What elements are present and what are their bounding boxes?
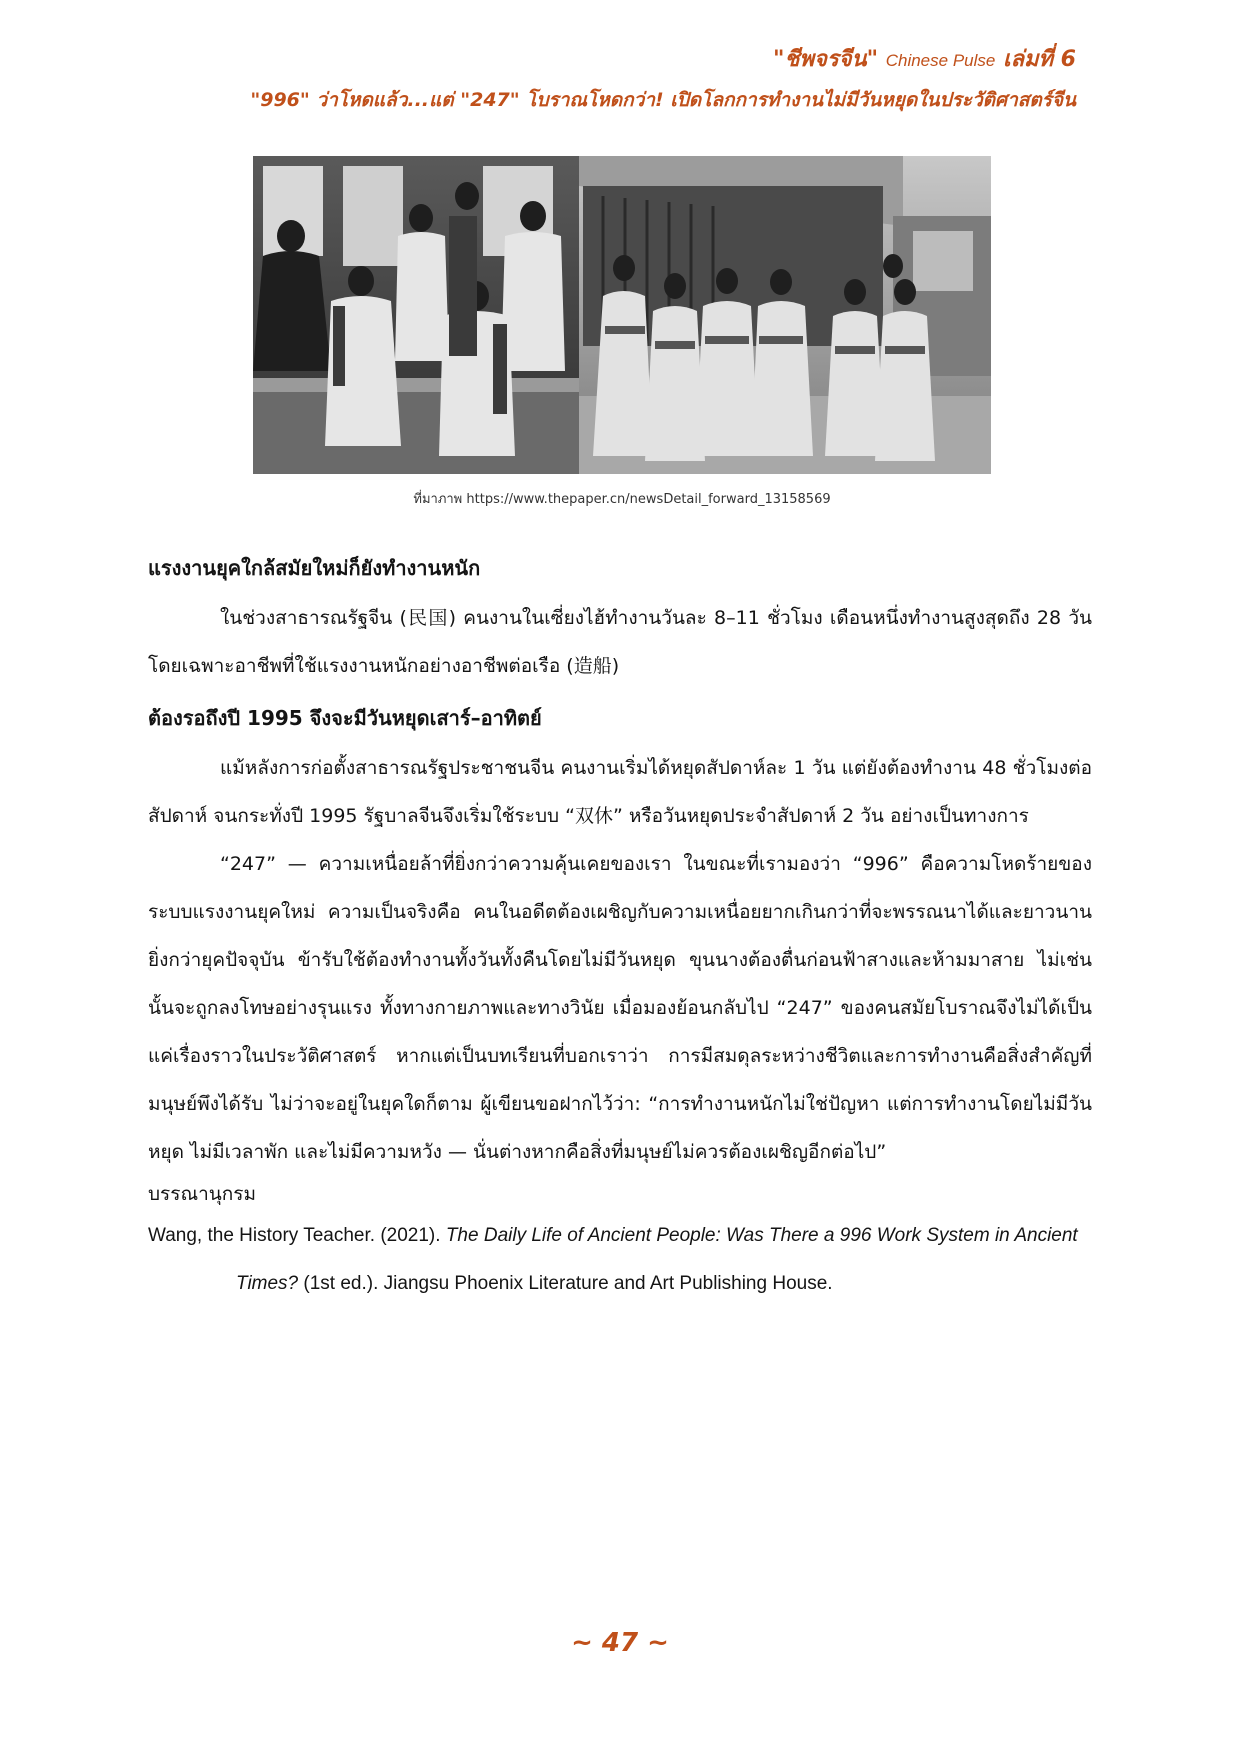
- publication-title-english: Chinese Pulse: [885, 51, 996, 70]
- section-heading-labor: แรงงานยุคใกล้สมัยใหม่ก็ยังทำงานหนัก: [148, 556, 481, 580]
- publication-title: [250, 44, 1076, 77]
- historical-photo: [253, 156, 991, 474]
- reference-author-year: Wang, the History Teacher. (2021).: [148, 1225, 441, 1246]
- article-subtitle: "996" ว่าโหดแล้ว...แต่ "247" โบราณโหดกว่า! เปิดโลกการทำงานไม่มีวันหยุดในประวัติศาสตร์จีน: [250, 89, 1076, 111]
- bibliography-heading: บรรณานุกรม: [148, 1183, 256, 1205]
- volume-label: เล่มที่ 6: [1003, 47, 1076, 72]
- paragraph-republic-era: ในช่วงสาธารณรัฐจีน (民国) คนงานในเซี่ยงไฮ้ทำงานวันละ 8–11 ชั่วโมง เดือนหนึ่งทำงานสูงสุดถึง 28 วัน โดยเฉพาะอาชีพที่ใช้แรงงานหนักอย่างอาชีพต่อเรือ (造船): [148, 607, 1092, 677]
- page-number: ~ 47 ~: [571, 1628, 669, 1658]
- paragraph-247-reflection: “247” — ความเหนื่อยล้าที่ยิ่งกว่าความคุ้นเคยของเรา ในขณะที่เรามองว่า “996” คือความโหดร้ายของระบบแรงงานยุคใหม่ ความเป็นจริงคือ คนในอดีตต้องเผชิญกับความเหนื่อยยากเกินกว่าที่จะพรรณนาได้และยาวนานยิ่งกว่ายุคปัจจุบัน ข้ารับใช้ต้องทำงานทั้งวันทั้งคืนโดยไม่มีวันหยุด ขุนนางต้องตื่นก่อนฟ้าสางและห้ามมาสาย ไม่เช่นนั้นจะถูกลงโทษอย่างรุนแรง ทั้งทางกายภาพและทางวินัย เมื่อมองย้อนกลับไป “247” ของคนสมัยโบราณจึงไม่ได้เป็นแค่เรื่องราวในประวัติศาสตร์ หากแต่เป็นบทเรียนที่บอกเราว่า การมีสมดุลระหว่างชีวิตและการทำงานคือสิ่งสำคัญที่มนุษย์พึงได้รับ ไม่ว่าจะอยู่ในยุคใดก็ตาม ผู้เขียนขอฝากไว้ว่า: “การทำงานหนักไม่ใช่ปัญหา แต่การทำงานโดยไม่มีวันหยุด ไม่มีเวลาพัก และไม่มีความหวัง — นั่นต่างหากคือสิ่งที่มนุษย์ไม่ควรต้องเผชิญอีกต่อไป”: [148, 853, 1092, 1163]
- photo-caption: ที่มาภาพ https://www.thepaper.cn/newsDetail_forward_13158569: [413, 492, 831, 507]
- publication-title-thai: "ชีพจรจีน": [773, 47, 879, 72]
- article-body: [148, 552, 1092, 1308]
- reference-title: The Daily Life of Ancient People: Was There a 996 Work System in Ancient Times?: [236, 1225, 1078, 1294]
- section-heading-1995: ต้องรอถึงปี 1995 จึงจะมีวันหยุดเสาร์–อาทิตย์: [148, 706, 542, 730]
- bibliography-entry: [148, 1212, 1092, 1308]
- qing-court-women-photo-image: [253, 156, 991, 474]
- reference-details: (1st ed.). Jiangsu Phoenix Literature and Art Publishing House.: [303, 1273, 833, 1294]
- page-header: [250, 44, 1076, 115]
- paragraph-prc-workweek: แม้หลังการก่อตั้งสาธารณรัฐประชาชนจีน คนงานเริ่มได้หยุดสัปดาห์ละ 1 วัน แต่ยังต้องทำงาน 48 ชั่วโมงต่อสัปดาห์ จนกระทั่งปี 1995 รัฐบาลจีนจึงเริ่มใช้ระบบ “双休” หรือวันหยุดประจำสัปดาห์ 2 วัน อย่างเป็นทางการ: [148, 757, 1092, 827]
